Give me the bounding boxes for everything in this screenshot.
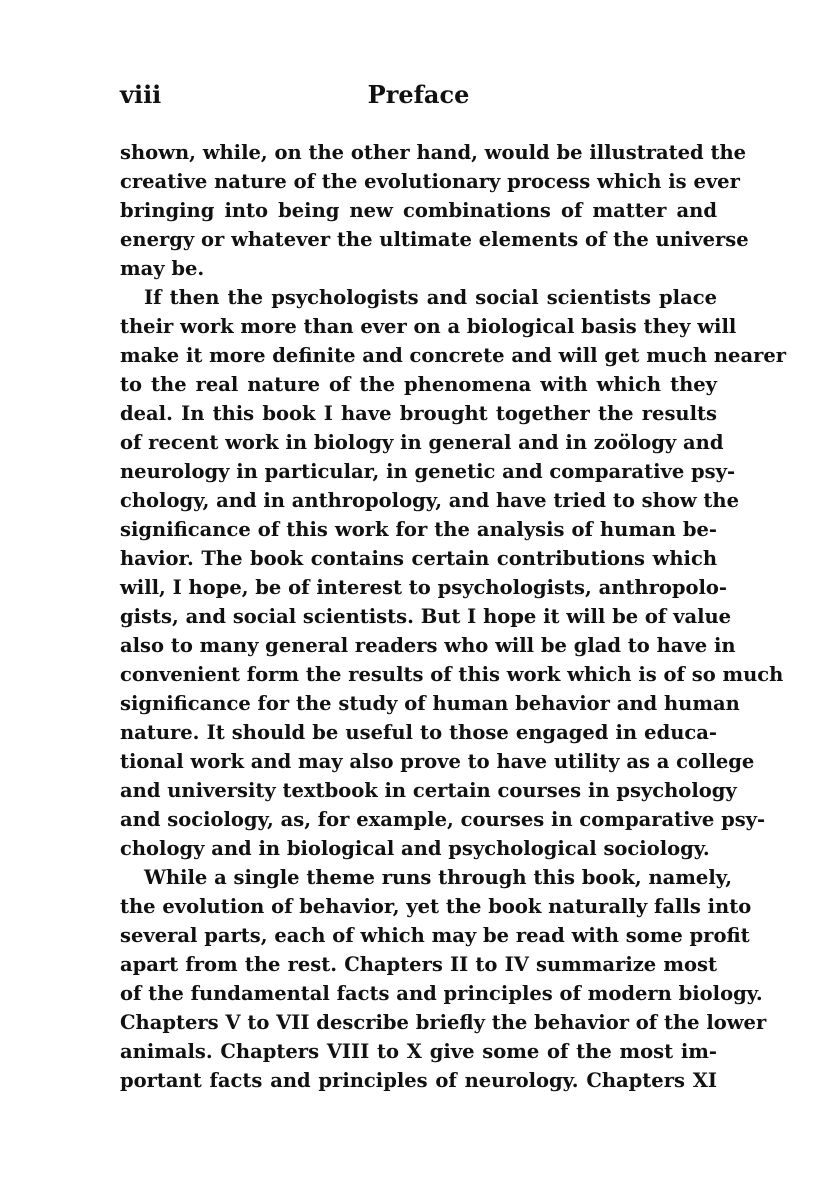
text-line: significance for the study of human behavior and human xyxy=(120,692,740,715)
text-line: significance of this work for the analysis of human be- xyxy=(120,518,717,541)
text-line: chology, and in anthropology, and have tried to show the xyxy=(120,489,739,512)
text-line: the evolution of behavior, yet the book naturally falls into xyxy=(120,895,752,918)
text-line: of the fundamental facts and principles of modern biology. xyxy=(120,982,763,1005)
text-line: While a single theme runs through this book, namely, xyxy=(144,866,732,889)
text-line: Chapters V to VII describe briefly the behavior of the lower xyxy=(120,1011,767,1034)
book-page xyxy=(120,80,787,1095)
text-line: their work more than ever on a biological basis they will xyxy=(120,315,737,338)
text-line: shown, while, on the other hand, would be illustrated the xyxy=(120,141,747,164)
text-line: deal. In this book I have brought together the results xyxy=(120,402,717,425)
text-line: also to many general readers who will be glad to have in xyxy=(120,634,736,657)
text-line: neurology in particular, in genetic and comparative psy- xyxy=(120,460,736,483)
paragraph-1 xyxy=(120,138,749,283)
text-line: animals. Chapters VIII to X give some of the most im- xyxy=(120,1040,717,1063)
paragraph-2 xyxy=(120,283,787,863)
body-text xyxy=(120,138,787,1095)
text-line: gists, and social scientists. But I hope it will be of value xyxy=(120,605,732,628)
text-line: will, I hope, be of interest to psychologists, anthropolo- xyxy=(120,576,727,599)
text-line: apart from the rest. Chapters II to IV summarize most xyxy=(120,953,717,976)
text-line: energy or whatever the ultimate elements of the universe xyxy=(120,228,749,251)
text-line: and university textbook in certain courses in psychology xyxy=(120,779,737,802)
running-head: Preface xyxy=(367,80,470,109)
text-line: and sociology, as, for example, courses in comparative psy- xyxy=(120,808,766,831)
page-number: viii xyxy=(120,80,162,109)
text-line: nature. It should be useful to those engaged in educa- xyxy=(120,721,717,744)
text-line: portant facts and principles of neurology. Chapters XI xyxy=(120,1069,717,1092)
text-line: chology and in biological and psychological sociology. xyxy=(120,837,710,860)
text-line: If then the psychologists and social scientists place xyxy=(144,286,717,309)
text-line: tional work and may also prove to have utility as a college xyxy=(120,750,755,773)
text-line: creative nature of the evolutionary process which is ever xyxy=(120,170,740,193)
paragraph-3 xyxy=(120,863,767,1095)
text-line: havior. The book contains certain contributions which xyxy=(120,547,717,570)
text-line: bringing into being new combinations of matter and xyxy=(120,199,717,222)
text-line: make it more definite and concrete and will get much nearer xyxy=(120,344,787,367)
text-line: convenient form the results of this work which is of so much xyxy=(120,663,784,686)
text-line: to the real nature of the phenomena with which they xyxy=(120,373,717,396)
text-line: several parts, each of which may be read with some profit xyxy=(120,924,750,947)
text-line: may be. xyxy=(120,257,205,280)
text-line: of recent work in biology in general and in zoölogy and xyxy=(120,431,724,454)
page-header xyxy=(120,80,717,120)
